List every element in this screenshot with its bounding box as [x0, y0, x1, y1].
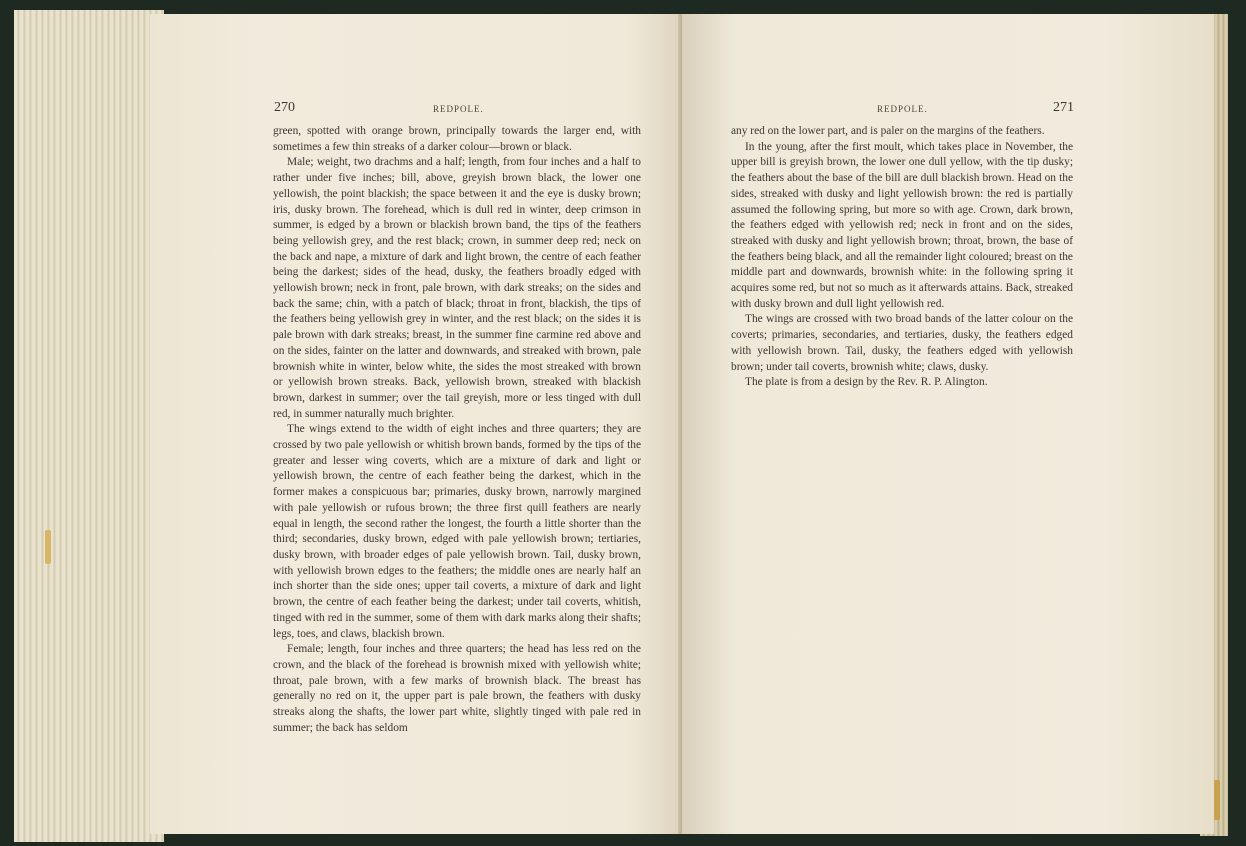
- page-number-right: 271: [1053, 100, 1074, 115]
- paragraph: green, spotted with orange brown, principally towards the larger end, with sometimes a few thin streaks of a darker colour—brown or black.: [273, 125, 641, 153]
- paragraph: The wings are crossed with two broad bands of the latter colour on the coverts; primaries, secondaries, and tertiaries, dusky, the feathers edged with yellowish brown. Tail, dusky, the feathers edged with yellowish brown; under tail coverts, brownish white; claws, dusky.: [731, 313, 1073, 373]
- bookmark-tab: [45, 530, 51, 564]
- paragraph: Male; weight, two drachms and a half; length, from four inches and a half to rather under five inches; bill, above, greyish brown black, the lower one yellowish, the point blackish; the space between it and the eye is dusky brown; iris, dusky brown. The forehead, which is dull red in winter, deep crimson in summer, is edged by a brown or blackish brown band, the tips of the feathers being yellowish grey, and the rest black; crown, in summer deep red; neck on the back and nape, a mixture of dark and light brown, the centre of each feather being the darkest; sides of the head, dusky, the feathers broadly edged with yellowish brown; neck in front, pale brown, with dark streaks; on the sides and back the same; chin, with a patch of black; throat in front, blackish, the tips of the feathers being yellowish grey in winter, and the rest black; on the sides it is pale brown with dark streaks; breast, in the summer fine carmine red above and on the sides, fainter on the latter and downwards, and streaked with brown, pale brownish white in winter, below white, the sides the most streaked with brown or yellowish brown streaks. Back, yellowish brown, streaked with blackish brown, darkest in summer; over the tail greyish, more or less tinged with dull red, in summer naturally much brighter.: [273, 156, 641, 420]
- page-edges-left: [14, 10, 164, 842]
- left-page: [150, 14, 682, 834]
- paragraph: Female; length, four inches and three quarters; the head has less red on the crown, and the black of the forehead is brownish mixed with yellowish white; throat, pale brown, with a few marks of brownish black. The breast has generally no red on it, the upper part is pale brown, the feathers with dusky streaks along the shafts, the lower part white, slightly tinged with pale red in summer; the back has seldom: [273, 643, 641, 734]
- paragraph: any red on the lower part, and is paler on the margins of the feathers.: [731, 125, 1045, 137]
- running-head-right: REDPOLE.: [877, 104, 928, 114]
- right-page-text: [731, 124, 1073, 391]
- paragraph: In the young, after the first moult, which takes place in November, the upper bill is greyish brown, the lower one dull yellow, with the tip dusky; the feathers about the base of the bill are dull blackish brown. Head on the sides, streaked with dusky and light yellowish brown: the red is partially assumed the following spring, but more so with age. Crown, dark brown, the feathers edged with yellowish red; neck in front and on the sides, streaked with dusky and light yellowish brown; throat, brown, the base of the feathers being black, and all the remainder light coloured; breast on the middle part and downwards, brownish white: in the following spring it acquires some red, but not so much as it afterwards attains. Back, streaked with dusky brown and dull light yellowish red.: [731, 140, 1073, 310]
- running-head-left: REDPOLE.: [433, 104, 484, 114]
- paragraph: The plate is from a design by the Rev. R. P. Alington.: [745, 376, 988, 389]
- page-number-left: 270: [274, 100, 295, 115]
- right-page: [682, 14, 1214, 834]
- left-page-text: [273, 124, 641, 736]
- paragraph: The wings extend to the width of eight inches and three quarters; they are crossed by two pale yellowish or whitish brown bands, formed by the tips of the greater and lesser wing coverts, which are a mixture of dark and light or yellowish brown, the centre of each feather being the darkest, which in the former makes a conspicuous bar; primaries, dusky brown, narrowly margined with pale yellowish or rufous brown; the three first quill feathers are nearly equal in length, the second rather the longest, the fourth a little shorter than the third; secondaries, dusky brown, edged with pale yellowish brown; tertiaries, dusky brown, with broader edges of pale yellowish brown. Tail, dusky brown, with yellowish brown edges to the feathers; the middle ones are nearly half an inch shorter than the side ones; upper tail coverts, a mixture of dark and light brown, the centre of each feather being the darkest; under tail coverts, whitish, tinged with red in the summer, some of them with dark marks along their shafts; legs, toes, and claws, blackish brown.: [273, 423, 641, 640]
